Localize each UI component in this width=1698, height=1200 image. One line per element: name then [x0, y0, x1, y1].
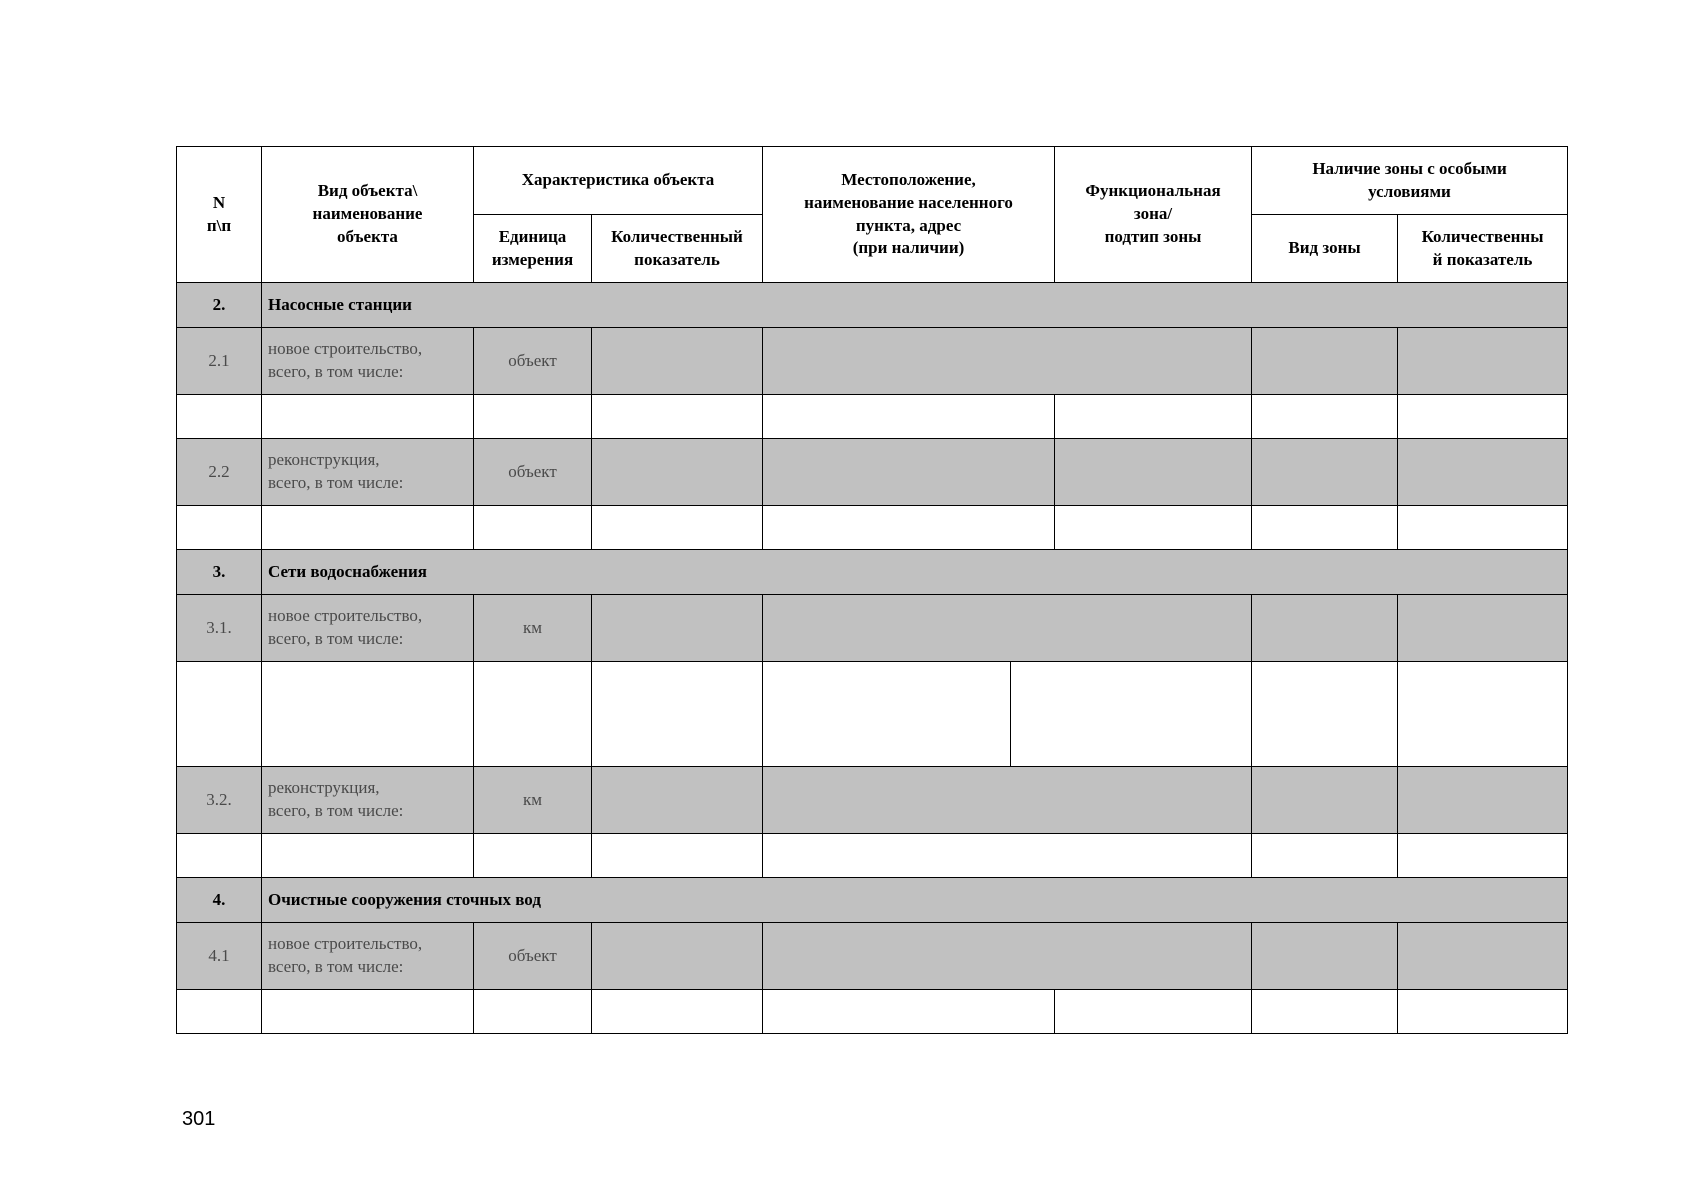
- item-quantity: [592, 328, 763, 395]
- table-row: [177, 328, 1568, 395]
- table-row: [177, 506, 1568, 550]
- item-zone-quantity: [1398, 923, 1568, 990]
- section-title: Насосные станции: [262, 283, 1568, 328]
- item-zone-quantity: [1398, 439, 1568, 506]
- table-row: [177, 662, 1568, 767]
- item-location: [763, 328, 1252, 395]
- item-zone-quantity: [1398, 328, 1568, 395]
- table-row: [177, 834, 1568, 878]
- table-row: [177, 439, 1568, 506]
- item-number: 3.2.: [177, 767, 262, 834]
- item-quantity: [592, 595, 763, 662]
- header-special-zone: Наличие зоны с особыми условиями: [1252, 147, 1568, 215]
- item-zone-type: [1252, 328, 1398, 395]
- item-location: [763, 439, 1055, 506]
- header-zone-type: Вид зоны: [1252, 215, 1398, 283]
- item-name: реконструкция, всего, в том числе:: [262, 767, 474, 834]
- section-number: 4.: [177, 878, 262, 923]
- header-object-type: Вид объекта\ наименование объекта: [262, 147, 474, 283]
- header-location: Местоположение, наименование населенного пункта, адрес (при наличии): [763, 147, 1055, 283]
- item-unit: объект: [474, 328, 592, 395]
- item-unit: км: [474, 595, 592, 662]
- item-functional-zone: [1055, 439, 1252, 506]
- header-unit: Единица измерения: [474, 215, 592, 283]
- section-row: [177, 550, 1568, 595]
- item-name: новое строительство, всего, в том числе:: [262, 923, 474, 990]
- item-quantity: [592, 923, 763, 990]
- item-number: 4.1: [177, 923, 262, 990]
- page-number: 301: [182, 1108, 216, 1130]
- item-number: 3.1.: [177, 595, 262, 662]
- section-row: [177, 878, 1568, 923]
- item-location: [763, 595, 1252, 662]
- item-name: реконструкция, всего, в том числе:: [262, 439, 474, 506]
- section-number: 2.: [177, 283, 262, 328]
- objects-table: [176, 146, 1568, 1034]
- header-characteristics: Характеристика объекта: [474, 147, 763, 215]
- item-zone-type: [1252, 439, 1398, 506]
- header-quantity: Количественный показатель: [592, 215, 763, 283]
- item-unit: объект: [474, 923, 592, 990]
- item-zone-quantity: [1398, 595, 1568, 662]
- item-quantity: [592, 767, 763, 834]
- item-location: [763, 767, 1252, 834]
- section-row: [177, 283, 1568, 328]
- item-zone-quantity: [1398, 767, 1568, 834]
- item-zone-type: [1252, 595, 1398, 662]
- item-location: [763, 923, 1252, 990]
- table-row: [177, 395, 1568, 439]
- item-quantity: [592, 439, 763, 506]
- table-row: [177, 595, 1568, 662]
- item-unit: объект: [474, 439, 592, 506]
- item-number: 2.1: [177, 328, 262, 395]
- section-title: Сети водоснабжения: [262, 550, 1568, 595]
- item-name: новое строительство, всего, в том числе:: [262, 328, 474, 395]
- header-zone-quantity: Количественны й показатель: [1398, 215, 1568, 283]
- item-unit: км: [474, 767, 592, 834]
- item-zone-type: [1252, 767, 1398, 834]
- header-functional-zone: Функциональная зона/ подтип зоны: [1055, 147, 1252, 283]
- table-row: [177, 990, 1568, 1034]
- table-row: [177, 923, 1568, 990]
- table-row: [177, 767, 1568, 834]
- item-name: новое строительство, всего, в том числе:: [262, 595, 474, 662]
- item-zone-type: [1252, 923, 1398, 990]
- section-number: 3.: [177, 550, 262, 595]
- header-num: N п\п: [177, 147, 262, 283]
- section-title: Очистные сооружения сточных вод: [262, 878, 1568, 923]
- item-number: 2.2: [177, 439, 262, 506]
